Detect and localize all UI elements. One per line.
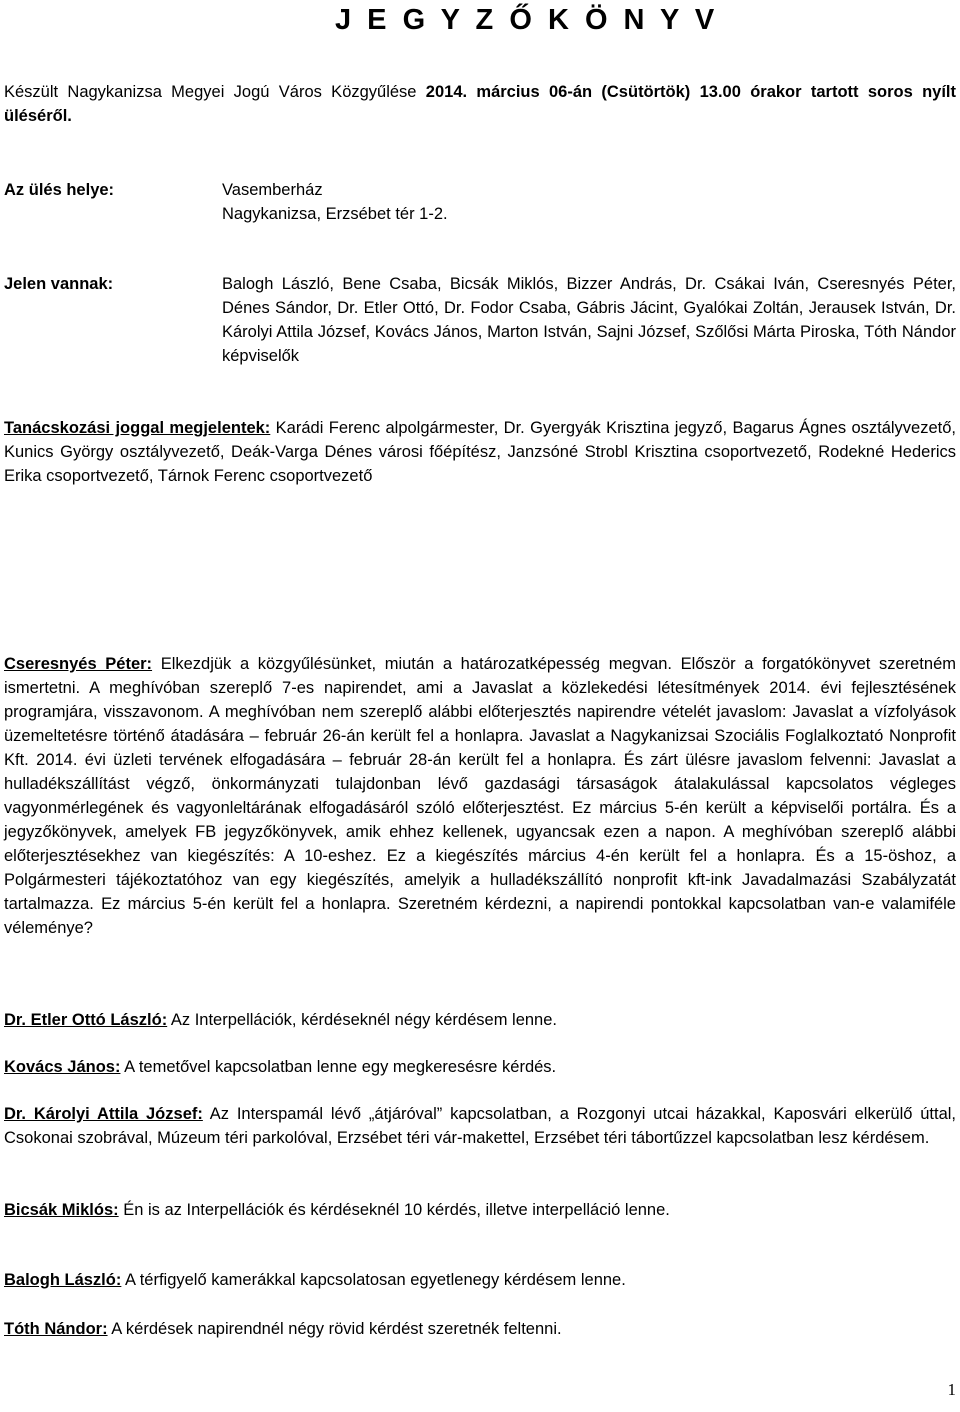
advisory-label: Tanácskozási joggal megjelentek:: [4, 419, 271, 437]
venue-value: [222, 178, 956, 226]
speaker-name: Bicsák Miklós:: [4, 1201, 119, 1219]
speaker-name: Balogh László:: [4, 1271, 122, 1289]
speech-paragraph: [4, 1008, 956, 1032]
present-label: Jelen vannak:: [4, 275, 114, 293]
speech-text: Én is az Interpellációk és kérdéseknél 10 kérdés, illetve interpelláció lenne.: [118, 1201, 670, 1219]
present-names: Balogh László, Bene Csaba, Bicsák Miklós, Bizzer András, Dr. Csákai Iván, Cseresnyés Péter, Dénes Sándor, Dr. Etler Ottó, Dr. Fodor Csaba, Gábris Jácint, Gyalókai Zoltán, Jerausek István, Dr. Károlyi Attila József, Kovács János, Marton István, Sajni József, Szőlősi Márta Piroska, Tóth Nándor képviselők: [222, 275, 956, 365]
document-title: J E G Y Z Ő K Ö N Y V: [335, 4, 719, 36]
speech-text: Az Interspamál lévő „átjáróval” kapcsolatban, a Rozgonyi utcai házakkal, Kaposvári elkerülő úttal, Csokonai szobrával, Múzeum téri parkolóval, Erzsébet téri vár-makettel, Erzsébet téri tábortűzzel kapcsolatban lesz kérdésem.: [4, 1105, 956, 1147]
speech-text: A kérdések napirendnél négy rövid kérdést szeretnék feltenni.: [107, 1320, 562, 1338]
speech-text: A térfigyelő kamerákkal kapcsolatosan egyetlenegy kérdésem lenne.: [121, 1271, 626, 1289]
speech-paragraph: [4, 1268, 956, 1292]
speech-text: Az Interpellációk, kérdéseknél négy kérdésem lenne.: [167, 1011, 557, 1029]
speaker-name: Kovács János:: [4, 1058, 121, 1076]
venue-label: Az ülés helye:: [4, 181, 115, 199]
advisory-paragraph: [4, 416, 956, 488]
intro-date: 2014. március 06-án (Csütörtök) 13.00 órakor tartott soros nyílt üléséről.: [4, 83, 956, 125]
speech-paragraph: [4, 1055, 956, 1079]
page-number: 1: [947, 1380, 956, 1399]
intro-paragraph: [4, 80, 956, 128]
venue-line-2: Nagykanizsa, Erzsébet tér 1-2.: [222, 205, 448, 223]
intro-text: Készült Nagykanizsa Megyei Jogú Város Közgyűlése: [4, 83, 426, 101]
speech-text: A temetővel kapcsolatban lenne egy megkeresésre kérdés.: [120, 1058, 557, 1076]
speech-paragraph: [4, 1317, 956, 1341]
speaker-name: Dr. Etler Ottó László:: [4, 1011, 168, 1029]
speech-paragraph: [4, 1102, 956, 1150]
advisory-text: Karádi Ferenc alpolgármester, Dr. Gyergyák Krisztina jegyző, Bagarus Ágnes osztályvezető, Kunics György osztályvezető, Deák-Varga Dénes városi főépítész, Janzsóné Strobl Krisztina csoportvezető, Rodekné Hederics Erika csoportvezető, Tárnok Ferenc csoportvezető: [4, 419, 956, 485]
speaker-name: Tóth Nándor:: [4, 1320, 108, 1338]
speech-paragraph: [4, 652, 956, 940]
speech-text: Elkezdjük a közgyűlésünket, miután a határozatképesség megvan. Először a forgatókönyvet szeretném ismertetni. A meghívóban szereplő 7-es napirendet, ami a Javaslat a közlekedési létesítmények 2014. évi fejlesztésének programjára, visszavonom. A meghívóban nem szereplő alábbi előterjesztés napirendre vételét javaslom: Javaslat a vízfolyások üzemeltetésre történő átadására – február 26-án került fel a honlapra. Javaslat a Nagykanizsai Szociális Foglalkoztató Nonprofit Kft. 2014. évi üzleti tervének elfogadására – február 28-án került fel a honlapra. És zárt ülésre javaslom felvenni: Javaslat a hulladékszállítást végző, önkormányzati tulajdonban lévő gazdasági társaságok átalakulással kapcsolatos végleges vagyonmérlegének és vagyonleltárának elfogadásáról szóló előterjesztést. Ez március 5-én került a képviselői portálra. És a jegyzőkönyvek, amelyek FB jegyzőkönyvek, amik ehhez kellenek, ugyancsak ezen a napon. A meghívóban szereplő alábbi előterjesztésekhez van kiegészítés: A 10-eshez. Ez a kiegészítés március 4-én került fel a honlapra. És a 15-öshoz, a Polgármesteri tájékoztatóhoz van egy kiegészítés, amelyik a hulladékszállító nonprofit kft-ink Javadalmazási Szabályzatát tartalmazza. Ez március 5-én került fel a honlapra. Szeretném kérdezni, a napirendi pontokkal kapcsolatban van-e valamiféle véleménye?: [4, 655, 956, 937]
venue-line-1: Vasemberház: [222, 181, 323, 199]
speech-paragraph: [4, 1198, 956, 1222]
speaker-name: Dr. Károlyi Attila József:: [4, 1105, 203, 1123]
speaker-name: Cseresnyés Péter:: [4, 655, 153, 673]
